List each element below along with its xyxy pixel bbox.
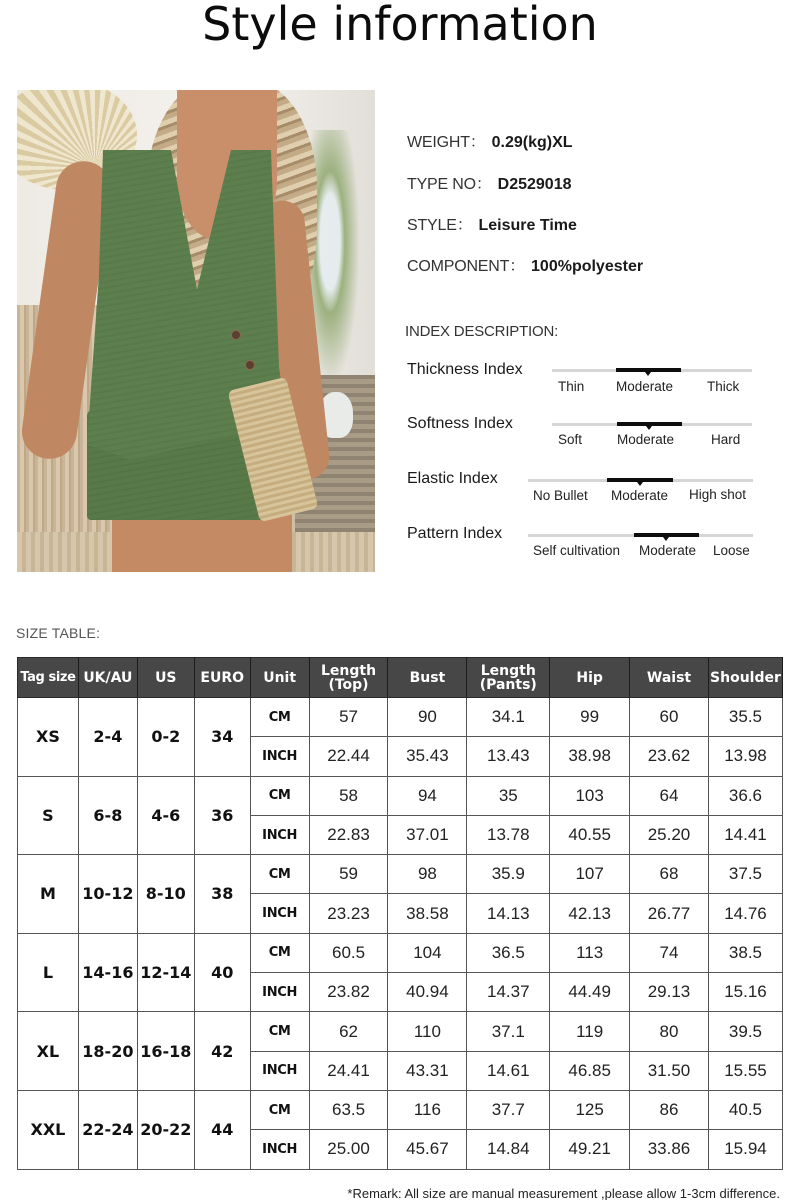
header-shoulder: Shoulder [708,658,782,698]
caret-down-icon [646,426,652,430]
length-top-cell: 23.82 [309,973,388,1012]
spec-value: 0.29(kg)XL [491,134,573,151]
length-pants-cell: 14.84 [467,1130,550,1169]
length-pants-cell: 36.5 [467,933,550,972]
us-cell: 20-22 [137,1090,194,1169]
length-top-cell: 62 [309,1012,388,1051]
shoulder-cell: 38.5 [708,933,782,972]
euro-cell: 40 [194,933,250,1012]
index-option: No Bullet [533,488,588,503]
bust-cell: 38.58 [388,894,467,933]
index-option: Thick [707,379,740,394]
hip-cell: 49.21 [550,1130,630,1169]
waist-cell: 74 [630,933,709,972]
header-length-pants-line1: Length [480,662,536,679]
hip-cell: 113 [550,933,630,972]
index-option: Soft [558,432,583,447]
spec-value: 100%polyester [531,258,644,275]
spec-type-no [407,171,571,194]
uk-au-cell: 6-8 [78,776,137,855]
uk-au-cell: 14-16 [78,933,137,1012]
header-length-top-line1: Length [320,662,377,679]
unit-cell: CM [250,855,309,894]
table-row [18,1090,783,1129]
index-label-thickness: Thickness Index [407,361,523,378]
page-title: Style information [202,0,598,51]
spec-component [407,253,643,276]
length-pants-cell: 37.7 [467,1090,550,1129]
length-pants-cell: 37.1 [467,1012,550,1051]
header-tag-size: Tag size [18,658,79,698]
us-cell: 16-18 [137,1012,194,1091]
uk-au-cell: 18-20 [78,1012,137,1091]
size-cell: XXL [18,1090,79,1169]
index-option: Hard [711,432,741,447]
shoulder-cell: 36.6 [708,776,782,815]
header-length-top [309,658,388,698]
table-row [18,1012,783,1051]
us-cell: 0-2 [137,698,194,777]
length-top-cell: 58 [309,776,388,815]
length-pants-cell: 34.1 [467,698,550,737]
hip-cell: 38.98 [550,737,630,776]
length-top-cell: 59 [309,855,388,894]
spec-key: COMPONENT： [407,258,526,275]
shoulder-cell: 35.5 [708,698,782,737]
header-length-top-line2: (Top) [328,676,369,693]
index-option-selected: Moderate [611,488,669,503]
length-pants-cell: 13.43 [467,737,550,776]
shoulder-cell: 14.76 [708,894,782,933]
euro-cell: 44 [194,1090,250,1169]
length-pants-cell: 35 [467,776,550,815]
size-table-header-row [18,658,783,698]
waist-cell: 33.86 [630,1130,709,1169]
size-table-label: SIZE TABLE: [16,625,101,641]
shoulder-cell: 13.98 [708,737,782,776]
length-top-cell: 24.41 [309,1051,388,1090]
size-cell: XL [18,1012,79,1091]
unit-cell: CM [250,933,309,972]
bust-cell: 45.67 [388,1130,467,1169]
header-euro: EURO [194,658,250,698]
spec-key: TYPE NO： [407,176,492,193]
length-pants-cell: 35.9 [467,855,550,894]
unit-cell: CM [250,1012,309,1051]
header-length-pants [467,658,550,698]
waist-cell: 80 [630,1012,709,1051]
waist-cell: 68 [630,855,709,894]
table-row [18,855,783,894]
index-option: Loose [713,543,750,558]
length-top-cell: 25.00 [309,1130,388,1169]
unit-cell: CM [250,698,309,737]
euro-cell: 36 [194,776,250,855]
us-cell: 12-14 [137,933,194,1012]
length-top-cell: 22.83 [309,815,388,854]
table-row [18,776,783,815]
length-top-cell: 60.5 [309,933,388,972]
waist-cell: 23.62 [630,737,709,776]
header-uk-au: UK/AU [78,658,137,698]
us-cell: 8-10 [137,855,194,934]
table-row [18,698,783,737]
product-photo [17,90,375,572]
hip-cell: 44.49 [550,973,630,1012]
photo-vest-button [245,360,255,370]
unit-cell: INCH [250,894,309,933]
index-description-heading: INDEX DESCRIPTION: [405,323,559,340]
bust-cell: 40.94 [388,973,467,1012]
table-row [18,933,783,972]
shoulder-cell: 15.55 [708,1051,782,1090]
hip-cell: 42.13 [550,894,630,933]
uk-au-cell: 22-24 [78,1090,137,1169]
shoulder-cell: 39.5 [708,1012,782,1051]
waist-cell: 26.77 [630,894,709,933]
spec-weight [407,129,573,152]
length-top-cell: 22.44 [309,737,388,776]
caret-down-icon [637,482,643,486]
length-top-cell: 57 [309,698,388,737]
unit-cell: CM [250,776,309,815]
index-option: Thin [558,379,585,394]
spec-style [407,212,577,235]
bust-cell: 37.01 [388,815,467,854]
index-label-softness: Softness Index [407,415,513,432]
header-bust: Bust [388,658,467,698]
header-unit: Unit [250,658,309,698]
spec-value: Leisure Time [478,217,577,234]
shoulder-cell: 37.5 [708,855,782,894]
waist-cell: 60 [630,698,709,737]
index-option: High shot [689,487,747,502]
waist-cell: 29.13 [630,973,709,1012]
hip-cell: 119 [550,1012,630,1051]
euro-cell: 34 [194,698,250,777]
length-pants-cell: 14.37 [467,973,550,1012]
bust-cell: 90 [388,698,467,737]
header-length-pants-line2: (Pants) [479,676,537,693]
unit-cell: INCH [250,1130,309,1169]
hip-cell: 107 [550,855,630,894]
index-option-selected: Moderate [639,543,697,558]
bust-cell: 98 [388,855,467,894]
waist-cell: 25.20 [630,815,709,854]
hip-cell: 103 [550,776,630,815]
length-top-cell: 63.5 [309,1090,388,1129]
waist-cell: 86 [630,1090,709,1129]
caret-down-icon [663,537,669,541]
size-table [17,657,783,1170]
index-option-selected: Moderate [616,379,674,394]
hip-cell: 46.85 [550,1051,630,1090]
unit-cell: INCH [250,737,309,776]
bust-cell: 35.43 [388,737,467,776]
unit-cell: INCH [250,815,309,854]
index-label-pattern: Pattern Index [407,525,503,542]
euro-cell: 38 [194,855,250,934]
size-cell: M [18,855,79,934]
uk-au-cell: 2-4 [78,698,137,777]
bust-cell: 104 [388,933,467,972]
length-pants-cell: 14.13 [467,894,550,933]
bust-cell: 116 [388,1090,467,1129]
spec-value: D2529018 [497,176,572,193]
unit-cell: CM [250,1090,309,1129]
size-cell: XS [18,698,79,777]
size-cell: L [18,933,79,1012]
index-option-selected: Moderate [617,432,675,447]
shoulder-cell: 15.16 [708,973,782,1012]
shoulder-cell: 14.41 [708,815,782,854]
euro-cell: 42 [194,1012,250,1091]
length-pants-cell: 13.78 [467,815,550,854]
unit-cell: INCH [250,1051,309,1090]
bust-cell: 43.31 [388,1051,467,1090]
photo-vest-button [231,330,241,340]
size-cell: S [18,776,79,855]
us-cell: 4-6 [137,776,194,855]
header-waist: Waist [630,658,709,698]
waist-cell: 31.50 [630,1051,709,1090]
shoulder-cell: 40.5 [708,1090,782,1129]
length-pants-cell: 14.61 [467,1051,550,1090]
bust-cell: 110 [388,1012,467,1051]
header-us: US [137,658,194,698]
waist-cell: 64 [630,776,709,815]
hip-cell: 40.55 [550,815,630,854]
bust-cell: 94 [388,776,467,815]
spec-key: STYLE： [407,217,473,234]
hip-cell: 99 [550,698,630,737]
spec-key: WEIGHT： [407,134,486,151]
caret-down-icon [645,372,651,376]
uk-au-cell: 10-12 [78,855,137,934]
index-option: Self cultivation [533,543,621,558]
unit-cell: INCH [250,973,309,1012]
shoulder-cell: 15.94 [708,1130,782,1169]
header-hip: Hip [550,658,630,698]
remark-note: *Remark: All size are manual measurement ,please allow 1-3cm difference. [347,1186,780,1200]
hip-cell: 125 [550,1090,630,1129]
length-top-cell: 23.23 [309,894,388,933]
index-label-elastic: Elastic Index [407,470,498,487]
